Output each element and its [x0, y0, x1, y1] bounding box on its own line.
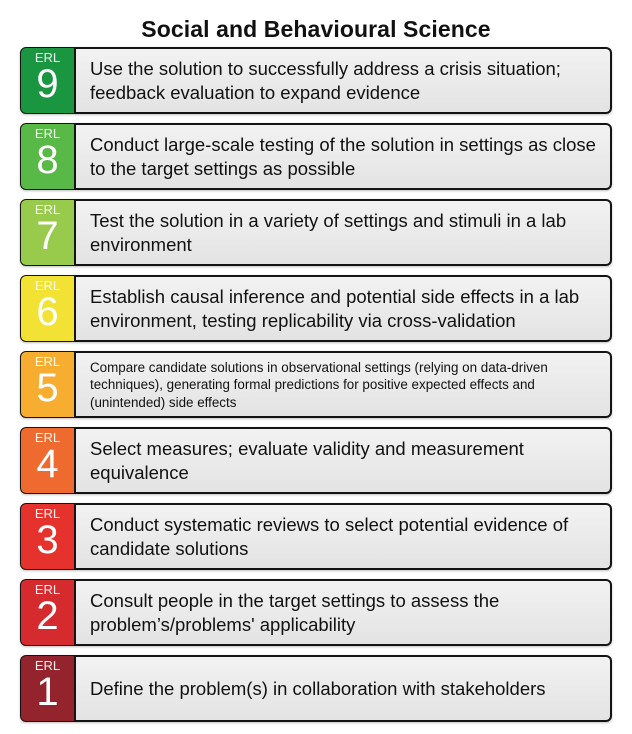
erl-badge-1 — [21, 656, 76, 721]
erl-badge-label: ERL — [34, 658, 61, 673]
erl-level-description: Conduct large-scale testing of the solution in settings as close to the target settings as possible — [90, 133, 596, 179]
erl-badge-label: ERL — [34, 506, 61, 521]
erl-level-description: Conduct systematic reviews to select potential evidence of candidate solutions — [90, 513, 569, 559]
erl-badge-label: ERL — [34, 50, 61, 65]
erl-level-9-row — [20, 47, 612, 114]
erl-badge-5 — [21, 352, 76, 417]
erl-level-description: Consult people in the target settings to assess the problem’s/problems' applicability — [90, 589, 500, 635]
erl-badge-label: ERL — [34, 582, 61, 597]
erl-level-description: Test the solution in a variety of settings and stimuli in a lab environment — [90, 209, 567, 255]
erl-badge-number: 7 — [36, 214, 59, 258]
erl-badge-6 — [21, 276, 76, 341]
erl-level-description: Compare candidate solutions in observational settings (relying on data-driven techniques), generating formal predictions for positive expected effects and (unintended) side effects — [90, 359, 548, 410]
erl-badge-7 — [21, 200, 76, 265]
erl-badge-number: 5 — [36, 366, 59, 410]
erl-badge-number: 6 — [36, 290, 59, 334]
erl-badge-4 — [21, 428, 76, 493]
page-title: Social and Behavioural Science — [141, 16, 491, 42]
erl-badge-label: ERL — [34, 354, 61, 369]
erl-badge-number: 2 — [36, 594, 59, 638]
erl-badge-8 — [21, 124, 76, 189]
erl-level-6-row — [20, 275, 612, 342]
erl-badge-label: ERL — [34, 126, 61, 141]
erl-level-7-row — [20, 199, 612, 266]
erl-level-1-row — [20, 655, 612, 722]
erl-level-4-row — [20, 427, 612, 494]
erl-badge-number: 3 — [36, 518, 59, 562]
erl-level-description: Select measures; evaluate validity and measurement equivalence — [90, 437, 524, 483]
erl-badge-number: 1 — [36, 670, 59, 714]
erl-level-8-row — [20, 123, 612, 190]
erl-badge-label: ERL — [34, 430, 61, 445]
erl-badge-number: 4 — [36, 442, 59, 486]
erl-level-3-row — [20, 503, 612, 570]
erl-badge-3 — [21, 504, 76, 569]
erl-badge-number: 9 — [36, 62, 59, 106]
erl-levels-list — [20, 47, 612, 731]
erl-level-description: Define the problem(s) in collaboration with stakeholders — [90, 677, 546, 699]
erl-badge-9 — [21, 48, 76, 113]
erl-badge-label: ERL — [34, 202, 61, 217]
erl-badge-number: 8 — [36, 138, 59, 182]
erl-badge-2 — [21, 580, 76, 645]
erl-level-description: Establish causal inference and potential side effects in a lab environment, testing replicability via cross-validation — [90, 285, 580, 331]
erl-level-5-row — [20, 351, 612, 418]
erl-level-description: Use the solution to successfully address a crisis situation; feedback evaluation to expand evidence — [90, 57, 561, 103]
erl-level-2-row — [20, 579, 612, 646]
erl-badge-label: ERL — [34, 278, 61, 293]
